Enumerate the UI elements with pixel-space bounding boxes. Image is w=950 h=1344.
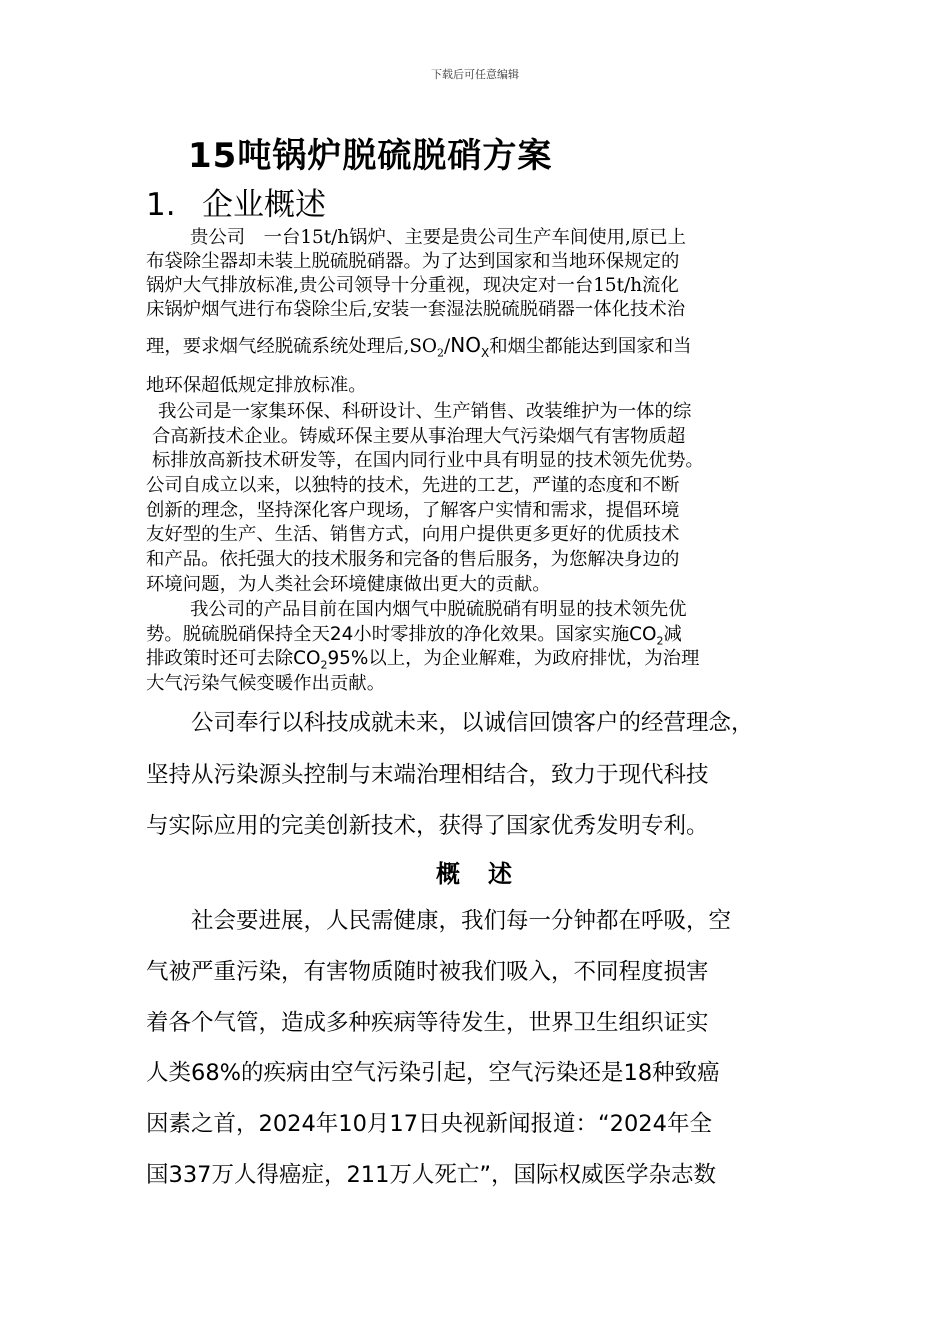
text-line: 公司奉行以科技成就未来，以诚信回馈客户的经营理念， <box>191 710 754 736</box>
text-line: 着各个气管，造成多种疾病等待发生，世界卫生组织证实 <box>146 1009 709 1036</box>
text-line: 社会要进展，人民需健康，我们每一分钟都在呼吸，空 <box>191 908 732 934</box>
text-line: 与实际应用的完美创新技术，获得了国家优秀发明专利。 <box>146 813 709 839</box>
text-line: 合高新技术企业。铸威环保主要从事治理大气污染烟气有害物质超 <box>152 425 686 447</box>
text-line: 锅炉大气排放标准,贵公司领导十分重视，现决定对一台15t/h流化 <box>146 275 679 296</box>
text-line: 友好型的生产、生活、销售方式，向用户提供更多更好的优质技术 <box>146 524 680 546</box>
paragraph-company-intro <box>146 400 816 598</box>
text-line: 环境问题，为人类社会环境健康做出更大的贡献。 <box>146 573 551 595</box>
paragraph-overview <box>146 896 826 1201</box>
paragraph-products <box>146 598 816 697</box>
text-line: 标排放高新技术研发等，在国内同行业中具有明显的技术领先优势。 <box>152 450 704 472</box>
text-line: 坚持从污染源头控制与末端治理相结合，致力于现代科技 <box>146 761 709 788</box>
text-line: 创新的理念，坚持深化客户现场，了解客户实情和需求，提倡环境 <box>146 499 680 521</box>
text-line: 床锅炉烟气进行布袋除尘后,安装一套湿法脱硫脱硝器一体化技术治 <box>146 299 686 320</box>
text-line: 国337万人得癌症，211万人死亡”，国际权威医学杂志数 <box>146 1161 717 1188</box>
text-line: 因素之首，2024年10月17日央视新闻报道：“2024年全 <box>146 1111 712 1138</box>
overview-heading: 概 述 <box>436 860 514 888</box>
text-line: 贵公司 一台15t/h锅炉、主要是贵公司生产车间使用,原已上 <box>190 227 687 248</box>
section-number: 1. <box>146 187 176 223</box>
text-line: 地环保超低规定排放标准。 <box>146 375 367 396</box>
text-line: 人类68%的疾病由空气污染引起，空气污染还是18种致癌 <box>146 1060 720 1087</box>
text-line: 和产品。依托强大的技术服务和完备的售后服务，为您解决身边的 <box>146 549 680 571</box>
text-line: 公司自成立以来，以独特的技术，先进的工艺，严谨的态度和不断 <box>146 475 680 497</box>
text-line: 排政策时还可去除$CO_295\%$以上，为企业解难，为政府排忧，为治理 <box>146 648 700 673</box>
text-line: 我公司的产品目前在国内烟气中脱硫脱硝有明显的技术领先优 <box>190 599 687 620</box>
nox-formula: $NO_X$ <box>450 333 490 360</box>
paragraph-background <box>146 226 816 404</box>
text-line: 我公司是一家集环保、科研设计、生产销售、改装维护为一体的综 <box>158 401 692 422</box>
text-line: 理，要求烟气经脱硫系统处理后$,SO_2/NO_X$和烟尘都能达到国家和当 <box>146 333 692 360</box>
text-line: 势。脱硫脱硝保持全天24小时零排放的净化效果。国家实施$CO_2$减 <box>146 623 682 648</box>
text-line: 气被严重污染，有害物质随时被我们吸入，不同程度损害 <box>146 958 709 985</box>
so2-formula: $SO_2/$ <box>409 336 451 360</box>
section-title: 企业概述 <box>202 187 326 223</box>
document-title: 15吨锅炉脱硫脱硝方案 <box>188 136 553 176</box>
paragraph-philosophy <box>146 698 826 853</box>
text-line: 大气污染气候变暖作出贡献。 <box>146 673 386 695</box>
page-header-note: 下载后可任意编辑 <box>431 68 519 81</box>
text-line: 布袋除尘器却未装上脱硫脱硝器。为了达到国家和当地环保规定的 <box>146 251 680 272</box>
section-heading <box>146 179 326 224</box>
